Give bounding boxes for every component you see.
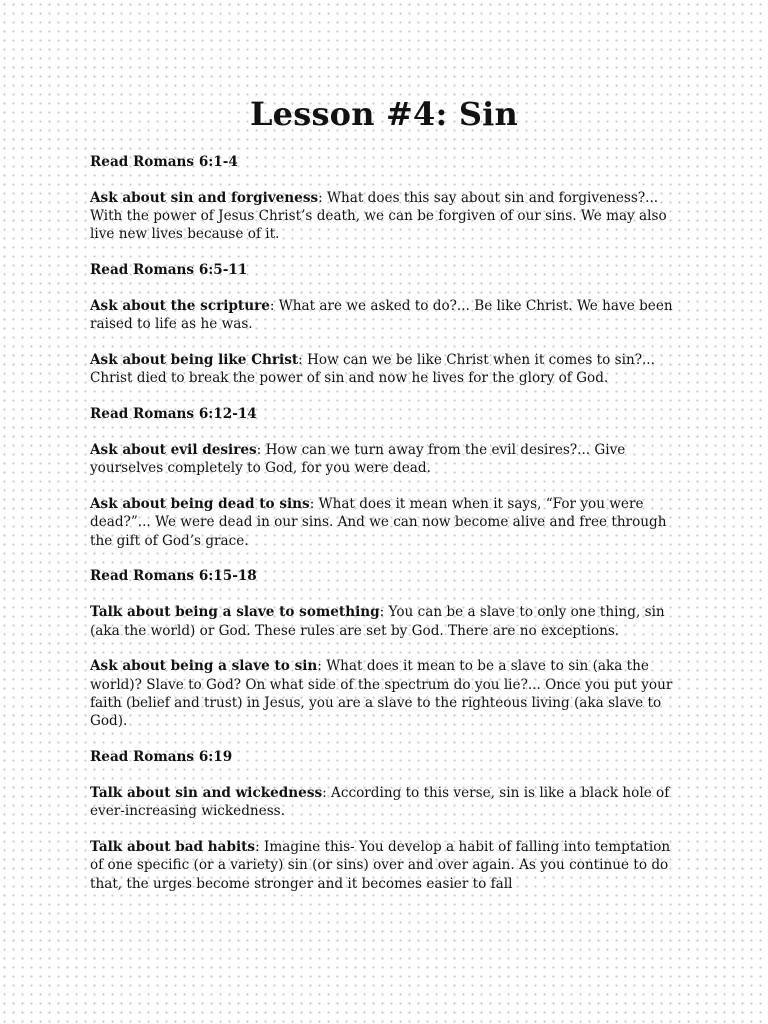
page-title: Lesson #4: Sin [249,95,518,133]
discussion-body: : What are we asked to do?... Be like Christ. We have been raised to life as he was. [90,297,673,333]
section-heading: Read Romans 6:12-14 [90,406,257,423]
section-heading: Read Romans 6:5-11 [90,262,248,279]
discussion-body: : How can we be like Christ when it comes to sin?... Christ died to break the power of sin and now he lives for the glory of God. [90,352,655,387]
discussion-lead: Talk about being a slave to something [90,604,380,621]
discussion-lead: Talk about sin and wickedness [90,784,323,801]
discussion-paragraph [90,784,678,821]
discussion-body: : What does it mean to be a slave to sin (aka the world)? Slave to God? On what side of the spectrum do you lie?... Once you put your faith (belief and trust) in Jesus, you are a slave to the righteous living (aka slave to God). [90,658,673,730]
discussion-paragraph [90,297,678,334]
discussion-lead: Ask about being a slave to sin [90,658,318,675]
discussion-paragraph [90,657,678,730]
discussion-body: : Imagine this- You develop a habit of falling into temptation of one specific (or a variety) sin (or sins) over and over again. As you continue to do that, the urges become stronger and it becomes easier to fall [90,838,671,892]
discussion-lead: Ask about sin and forgiveness [90,189,319,206]
discussion-paragraph [90,603,678,640]
discussion-lead: Ask about evil desires [90,441,257,458]
discussion-lead: Ask about the scripture [90,297,270,314]
section-heading: Read Romans 6:15-18 [90,568,257,585]
discussion-body: : How can we turn away from the evil desires?... Give yourselves completely to God, for you were dead. [90,441,626,477]
discussion-body: : What does this say about sin and forgiveness?... With the power of Jesus Christ’s death, we can be forgiven of our sins. We may also live new lives because of it. [90,189,667,243]
discussion-paragraph [90,351,678,388]
discussion-paragraph [90,838,678,893]
lesson-content [90,153,678,893]
discussion-body: : According to this verse, sin is like a black hole of ever-increasing wickedness. [90,784,670,820]
section-heading: Read Romans 6:19 [90,749,233,766]
discussion-lead: Talk about bad habits [90,838,256,855]
discussion-paragraph [90,495,678,550]
discussion-body: : You can be a slave to only one thing, sin (aka the world) or God. These rules are set by God. There are no exceptions. [90,604,665,639]
discussion-paragraph [90,189,678,244]
section-heading: Read Romans 6:1-4 [90,154,238,170]
discussion-paragraph [90,441,678,478]
discussion-lead: Ask about being like Christ [90,352,299,369]
discussion-lead: Ask about being dead to sins [90,496,310,513]
discussion-body: : What does it mean when it says, “For you were dead?”... We were dead in our sins. And we can now become alive and free through the gift of God’s grace. [90,496,667,549]
